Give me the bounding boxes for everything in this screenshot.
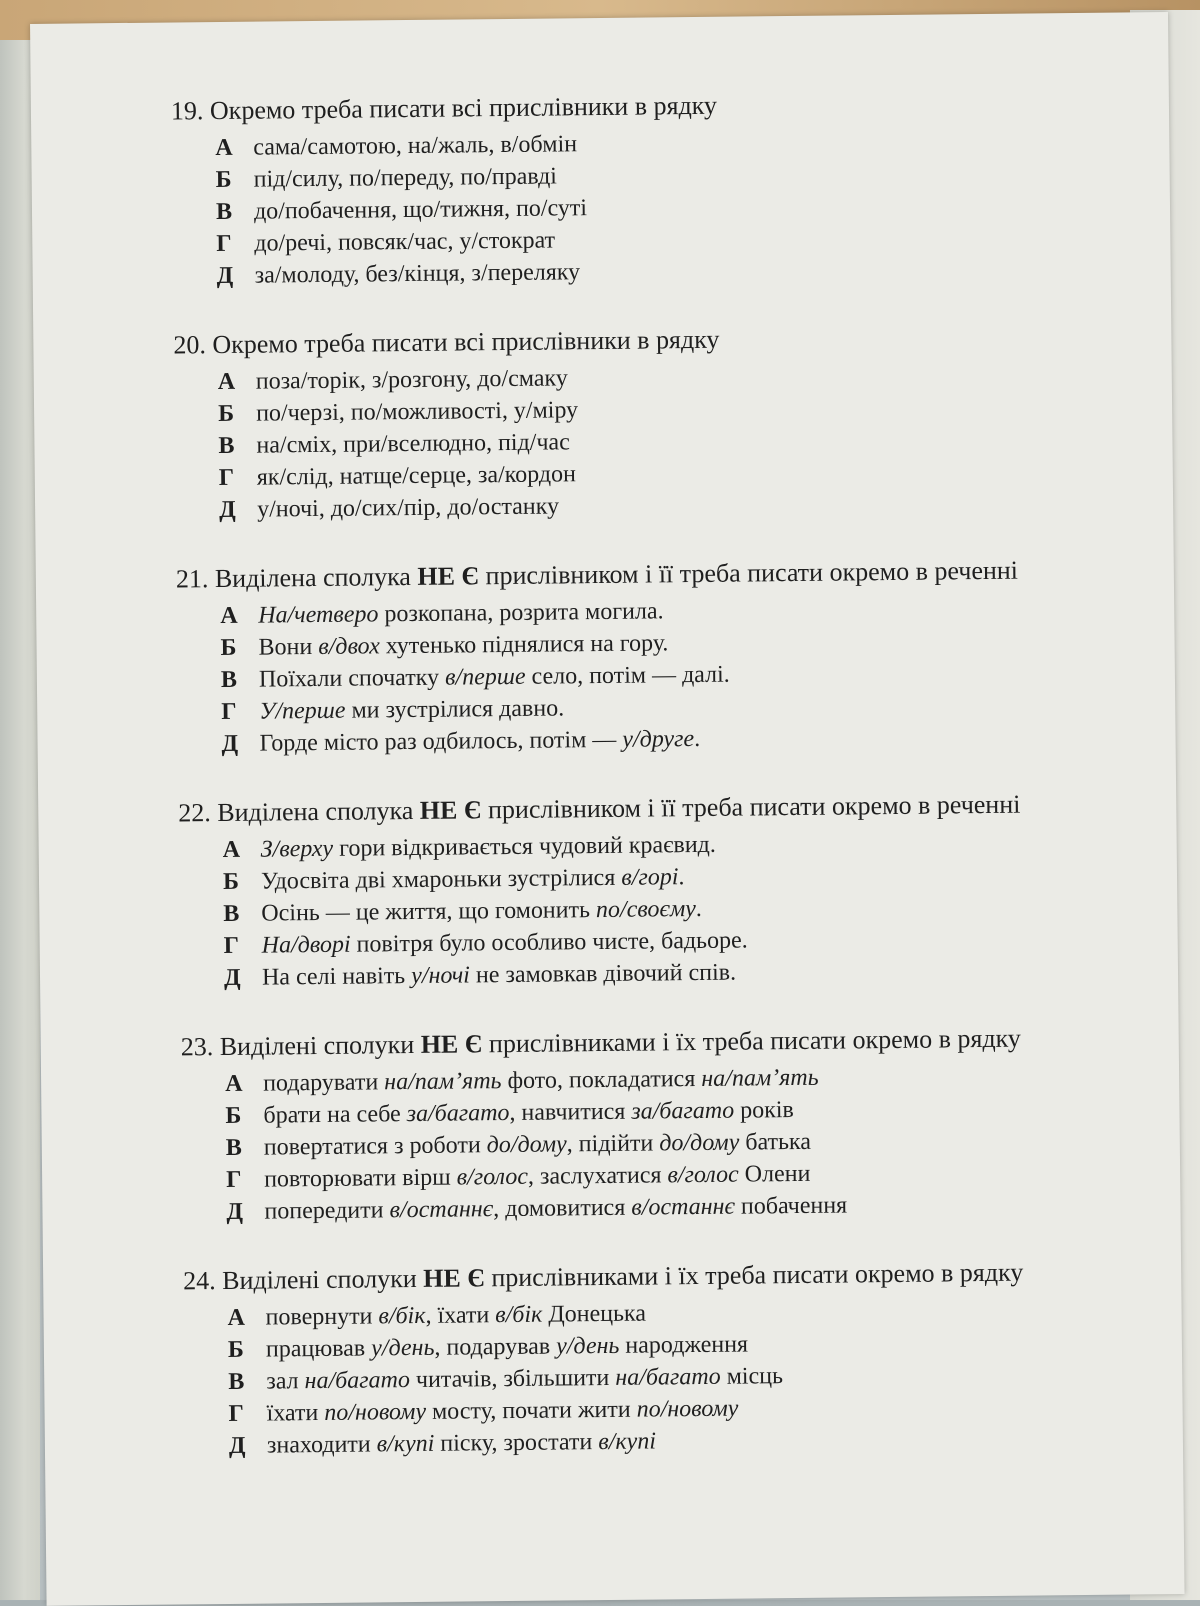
- question-title: [178, 786, 1138, 830]
- option-text-part: хутенько піднялися на гору.: [380, 630, 669, 659]
- option-text: у/ночі, до/сих/пір, до/останку: [257, 490, 559, 525]
- question-24: [183, 1254, 1145, 1462]
- option-letter: В: [226, 1132, 264, 1164]
- option-letter: Д: [224, 962, 262, 994]
- option-letter: Б: [218, 398, 256, 430]
- highlighted-phrase: у/друге: [622, 726, 694, 753]
- option-text-part: подарувати: [263, 1069, 384, 1096]
- highlighted-phrase: на/пам’ять: [701, 1065, 819, 1092]
- option-letter: Б: [228, 1334, 266, 1366]
- option-text: під/силу, по/переду, по/правді: [254, 160, 558, 195]
- question-21: [176, 552, 1138, 760]
- option-text-part: повітря було особливо чисте, бадьоре.: [350, 927, 747, 957]
- option-letter: Д: [226, 1196, 264, 1228]
- option-text-part: розкопана, розрита могила.: [378, 598, 663, 627]
- highlighted-phrase: до/дому: [659, 1130, 739, 1157]
- option-letter: В: [228, 1366, 266, 1398]
- question-title-bold: НЕ Є: [423, 1263, 485, 1293]
- option-text: [264, 1189, 847, 1227]
- option-text-part: Олени: [739, 1161, 811, 1188]
- option-text-part: побачення: [735, 1192, 847, 1219]
- highlighted-phrase: в/двох: [318, 633, 380, 660]
- option-letter: Г: [221, 696, 259, 728]
- option-letter: Б: [223, 866, 261, 898]
- option-letter: В: [223, 898, 261, 930]
- question-title: [173, 318, 1133, 362]
- question-title-bold: НЕ Є: [420, 795, 482, 825]
- highlighted-phrase: у/день: [556, 1333, 620, 1360]
- highlighted-phrase: в/голос: [667, 1162, 739, 1189]
- question-title-pre: 22. Виділена сполука: [178, 796, 420, 828]
- option-text: за/молоду, без/кінця, з/переляку: [255, 256, 581, 291]
- highlighted-phrase: в/голос: [457, 1164, 529, 1191]
- option-text: поза/торік, з/розгону, до/смаку: [256, 362, 568, 397]
- option-text-part: Осінь — це життя, що гомонить: [261, 897, 596, 927]
- option-text: [261, 861, 685, 897]
- question-title-text: 20. Окремо треба писати всі прислівники в рядку: [173, 325, 719, 360]
- highlighted-phrase: за/багато: [631, 1098, 734, 1125]
- option-text: до/речі, повсяк/час, у/стократ: [254, 224, 555, 259]
- page-content: [171, 84, 1146, 1498]
- option-text: [266, 1329, 748, 1366]
- option-text-part: брати на себе: [263, 1101, 406, 1128]
- option-letter: Г: [226, 1164, 264, 1196]
- highlighted-phrase: по/своєму: [596, 896, 696, 923]
- option-letter: Д: [217, 260, 255, 292]
- highlighted-phrase: в/горі: [621, 864, 678, 891]
- option-text: [259, 659, 730, 696]
- option-text: [258, 627, 668, 663]
- question-title-text: 19. Окремо треба писати всі прислівники в рядку: [171, 91, 717, 126]
- highlighted-phrase: у/день: [371, 1335, 435, 1362]
- option-letter: А: [223, 834, 261, 866]
- highlighted-phrase: на/багато: [304, 1367, 410, 1394]
- option-text-part: читачів, збільшити: [410, 1365, 616, 1393]
- option-letter: В: [216, 196, 254, 228]
- highlighted-phrase: на/багато: [615, 1364, 721, 1391]
- option-text: до/побачення, що/тижня, по/суті: [254, 192, 587, 227]
- highlighted-phrase: З/верху: [261, 836, 334, 863]
- option-letter: А: [215, 132, 253, 164]
- option-text-part: батька: [739, 1129, 811, 1156]
- question-title-post: прислівниками і їх треба писати окремо в рядку: [482, 1024, 1021, 1059]
- question-title-bold: НЕ Є: [417, 561, 479, 591]
- highlighted-phrase: в/купі: [377, 1431, 435, 1458]
- option-text-part: повторювати вірш: [264, 1165, 457, 1193]
- option-text: [259, 723, 700, 760]
- option-text-part: .: [696, 896, 702, 922]
- option-letter: Д: [229, 1430, 267, 1462]
- option-text-part: попередити: [264, 1197, 389, 1224]
- highlighted-phrase: на/пам’ять: [384, 1068, 502, 1095]
- option-text-part: гори відкривається чудовий краєвид.: [333, 832, 716, 862]
- option-text: [265, 1298, 646, 1334]
- option-letter: Г: [228, 1398, 266, 1430]
- question-title: [176, 552, 1136, 596]
- option-letter: Б: [225, 1100, 263, 1132]
- question-title-pre: 21. Виділена сполука: [176, 562, 418, 594]
- option-text-part: повернути: [265, 1303, 378, 1330]
- option-text: [258, 595, 664, 631]
- option-text-part: , підійти: [567, 1130, 660, 1157]
- question-title-pre: 24. Виділені сполуки: [183, 1264, 423, 1296]
- option-text-part: , заслухатися: [528, 1162, 668, 1189]
- option-text-part: , їхати: [425, 1302, 495, 1329]
- highlighted-phrase: в/купі: [598, 1428, 656, 1455]
- option-text-part: знаходити: [267, 1431, 377, 1458]
- option-text: сама/самотою, на/жаль, в/обмін: [253, 128, 577, 163]
- option-letter: Б: [216, 164, 254, 196]
- highlighted-phrase: у/ночі: [411, 962, 470, 989]
- highlighted-phrase: по/новому: [324, 1399, 426, 1426]
- option-letter: А: [227, 1302, 265, 1334]
- option-text-part: , подарував: [434, 1334, 556, 1361]
- highlighted-phrase: У/перше: [259, 698, 346, 725]
- highlighted-phrase: до/дому: [487, 1131, 567, 1158]
- book-page: [30, 12, 1185, 1606]
- option-text-part: , домовитися: [493, 1195, 631, 1222]
- highlighted-phrase: в/бік: [495, 1302, 542, 1328]
- option-text-part: народження: [619, 1332, 748, 1359]
- option-text-part: років: [734, 1097, 794, 1124]
- option-text-part: місць: [721, 1363, 784, 1390]
- option-letter: В: [221, 664, 259, 696]
- option-text: по/черзі, по/можливості, у/міру: [256, 394, 578, 429]
- option-letter: А: [220, 600, 258, 632]
- question-20: [173, 318, 1135, 526]
- question-title-post: прислівниками і їх треба писати окремо в рядку: [485, 1258, 1024, 1293]
- option-text: [267, 1425, 656, 1461]
- option-letter: Б: [220, 632, 258, 664]
- question-title-pre: 23. Виділені сполуки: [181, 1030, 421, 1062]
- option-text-part: Вони: [258, 634, 318, 661]
- option-text-part: їхати: [266, 1400, 324, 1427]
- option-text: [259, 692, 564, 727]
- question-title-post: прислівником і її треба писати окремо в реченні: [479, 556, 1018, 591]
- option-text-part: .: [694, 726, 700, 752]
- question-22: [178, 786, 1140, 994]
- highlighted-phrase: На/четверо: [258, 601, 378, 628]
- option-text-part: .: [678, 864, 684, 890]
- option-text-part: фото, покладатися: [501, 1066, 701, 1094]
- option-letter: Г: [219, 462, 257, 494]
- question-19: [171, 84, 1133, 292]
- highlighted-phrase: в/перше: [445, 664, 526, 691]
- option-text: як/слід, натще/серце, за/кордон: [257, 458, 576, 493]
- option-text-part: Поїхали спочатку: [259, 665, 445, 693]
- option-text-part: працював: [266, 1335, 372, 1362]
- question-title-post: прислівником і її треба писати окремо в реченні: [481, 790, 1020, 825]
- option-text-part: повертатися з роботи: [264, 1132, 487, 1160]
- option-text: на/сміх, при/вселюдно, під/час: [256, 426, 570, 461]
- option-letter: А: [218, 366, 256, 398]
- option-text-part: , навчитися: [509, 1099, 631, 1126]
- option-text: [262, 957, 736, 994]
- question-title: [171, 84, 1131, 128]
- option-text-part: мосту, почати жити: [426, 1397, 637, 1425]
- question-title-bold: НЕ Є: [421, 1029, 483, 1059]
- option-letter: Г: [224, 930, 262, 962]
- option-text: [266, 1393, 738, 1430]
- option-text-part: Горде місто раз одбилось, потім —: [259, 727, 622, 757]
- option-text-part: Донецька: [542, 1301, 646, 1328]
- option-text-part: Удосвіта дві хмароньки зустрілися: [261, 865, 622, 895]
- question-title: [181, 1020, 1141, 1064]
- option-text-part: зал: [266, 1368, 305, 1394]
- highlighted-phrase: в/останнє: [631, 1194, 735, 1221]
- option-text-part: На селі навіть: [262, 963, 411, 991]
- highlighted-phrase: по/новому: [637, 1396, 739, 1423]
- option-letter: А: [225, 1068, 263, 1100]
- option-text-part: піску, зростати: [434, 1429, 598, 1457]
- highlighted-phrase: в/бік: [378, 1303, 425, 1329]
- question-title: [183, 1254, 1143, 1298]
- highlighted-phrase: На/дворі: [262, 932, 351, 959]
- highlighted-phrase: в/останнє: [389, 1196, 493, 1223]
- highlighted-phrase: за/багато: [407, 1100, 510, 1127]
- option-letter: Г: [216, 228, 254, 260]
- option-text-part: ми зустрілися давно.: [345, 695, 564, 723]
- option-letter: Д: [219, 494, 257, 526]
- option-text: [266, 1360, 783, 1397]
- question-23: [181, 1020, 1143, 1228]
- option-letter: Д: [221, 728, 259, 760]
- option-text: [262, 924, 748, 961]
- option-text-part: село, потім — далі.: [525, 662, 729, 690]
- option-letter: В: [218, 430, 256, 462]
- option-text-part: не замовкав дівочий спів.: [470, 960, 736, 989]
- option-text: [261, 829, 716, 866]
- option-text: [261, 893, 702, 930]
